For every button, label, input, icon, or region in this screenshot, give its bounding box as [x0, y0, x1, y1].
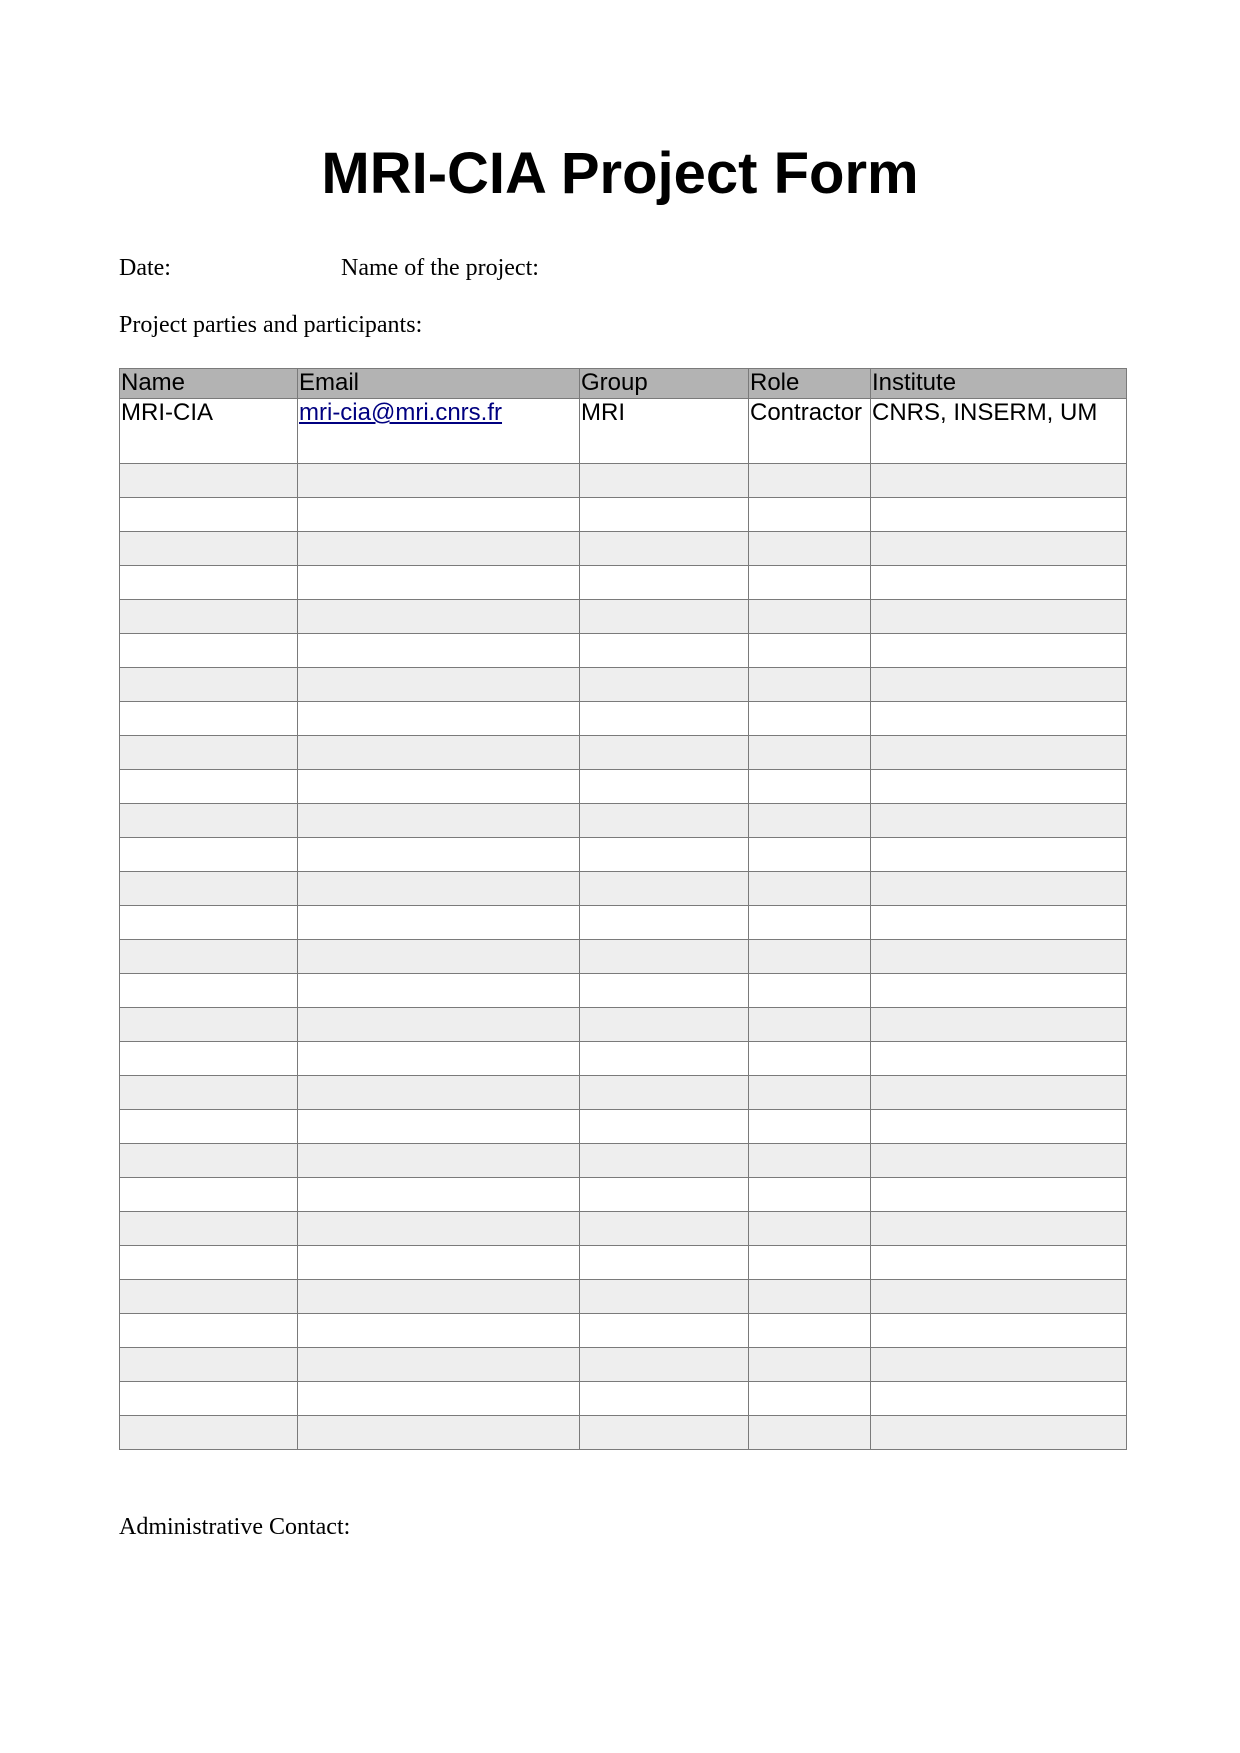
page-title: MRI-CIA Project Form — [321, 141, 919, 206]
cell-group[interactable] — [580, 1280, 749, 1314]
table-row-empty — [120, 1178, 1127, 1212]
cell-email[interactable] — [298, 464, 580, 498]
cell-role[interactable] — [749, 1416, 871, 1450]
cell-email[interactable] — [298, 1144, 580, 1178]
table-row-empty — [120, 1348, 1127, 1382]
cell-role[interactable] — [749, 1212, 871, 1246]
cell-role[interactable] — [749, 1382, 871, 1416]
cell-group[interactable] — [580, 1212, 749, 1246]
participants-table — [119, 368, 1127, 1450]
cell-institute[interactable] — [871, 940, 1127, 974]
cell-group[interactable] — [580, 1314, 749, 1348]
cell-role[interactable] — [749, 600, 871, 634]
cell-role[interactable] — [749, 940, 871, 974]
cell-email[interactable] — [298, 566, 580, 600]
cell-institute[interactable] — [871, 464, 1127, 498]
table-row-empty — [120, 464, 1127, 498]
cell-email[interactable] — [298, 1212, 580, 1246]
cell-name[interactable] — [120, 838, 298, 872]
cell-group[interactable] — [580, 940, 749, 974]
date-label: Date: — [119, 255, 171, 281]
table-header-row — [120, 369, 1127, 399]
cell-name[interactable] — [120, 1314, 298, 1348]
cell-email[interactable] — [298, 532, 580, 566]
cell-role[interactable]: Contractor — [749, 399, 871, 464]
cell-email[interactable] — [298, 1076, 580, 1110]
cell-email[interactable] — [298, 1280, 580, 1314]
cell-name[interactable] — [120, 974, 298, 1008]
cell-institute[interactable] — [871, 566, 1127, 600]
cell-name[interactable] — [120, 566, 298, 600]
cell-email[interactable] — [298, 872, 580, 906]
cell-role[interactable] — [749, 498, 871, 532]
table-row-empty — [120, 566, 1127, 600]
cell-group[interactable] — [580, 1110, 749, 1144]
cell-institute[interactable] — [871, 1416, 1127, 1450]
cell-group[interactable] — [580, 1042, 749, 1076]
cell-group[interactable] — [580, 498, 749, 532]
cell-name[interactable] — [120, 532, 298, 566]
cell-email[interactable] — [298, 1178, 580, 1212]
table-row-empty — [120, 1212, 1127, 1246]
table-row-empty — [120, 1382, 1127, 1416]
administrative-contact-label: Administrative Contact: — [119, 1514, 351, 1540]
cell-group[interactable] — [580, 838, 749, 872]
cell-role[interactable] — [749, 532, 871, 566]
cell-email[interactable] — [298, 1382, 580, 1416]
cell-name[interactable] — [120, 1042, 298, 1076]
cell-institute[interactable] — [871, 1042, 1127, 1076]
table-row-empty — [120, 906, 1127, 940]
cell-name[interactable] — [120, 702, 298, 736]
cell-name[interactable]: MRI-CIA — [120, 399, 298, 464]
cell-email[interactable] — [298, 1008, 580, 1042]
table-row-empty — [120, 1110, 1127, 1144]
cell-role[interactable] — [749, 906, 871, 940]
cell-institute[interactable] — [871, 668, 1127, 702]
table-row-empty — [120, 634, 1127, 668]
cell-institute[interactable] — [871, 1382, 1127, 1416]
table-row-empty — [120, 702, 1127, 736]
table-row-empty — [120, 940, 1127, 974]
cell-group[interactable] — [580, 634, 749, 668]
cell-institute[interactable] — [871, 1348, 1127, 1382]
cell-email[interactable] — [298, 634, 580, 668]
table-row-empty — [120, 668, 1127, 702]
cell-email[interactable] — [298, 498, 580, 532]
cell-email[interactable] — [298, 838, 580, 872]
cell-role[interactable] — [749, 1280, 871, 1314]
cell-role[interactable] — [749, 838, 871, 872]
cell-role[interactable] — [749, 1144, 871, 1178]
cell-group[interactable] — [580, 668, 749, 702]
cell-institute[interactable] — [871, 974, 1127, 1008]
table-row-empty — [120, 736, 1127, 770]
cell-institute[interactable] — [871, 1110, 1127, 1144]
cell-role[interactable] — [749, 974, 871, 1008]
table-row-empty — [120, 974, 1127, 1008]
cell-group[interactable] — [580, 566, 749, 600]
cell-name[interactable] — [120, 872, 298, 906]
cell-group[interactable] — [580, 1076, 749, 1110]
cell-role[interactable] — [749, 702, 871, 736]
cell-name[interactable] — [120, 736, 298, 770]
cell-name[interactable] — [120, 906, 298, 940]
cell-role[interactable] — [749, 668, 871, 702]
cell-role[interactable] — [749, 736, 871, 770]
cell-institute[interactable] — [871, 1178, 1127, 1212]
cell-group[interactable] — [580, 1416, 749, 1450]
table-row-empty — [120, 1008, 1127, 1042]
table-row-empty — [120, 838, 1127, 872]
cell-institute[interactable] — [871, 1008, 1127, 1042]
cell-institute[interactable] — [871, 1246, 1127, 1280]
cell-group[interactable] — [580, 532, 749, 566]
cell-group[interactable] — [580, 1348, 749, 1382]
cell-email[interactable] — [298, 804, 580, 838]
cell-name[interactable] — [120, 1110, 298, 1144]
table-row-empty — [120, 770, 1127, 804]
cell-institute[interactable] — [871, 600, 1127, 634]
cell-role[interactable] — [749, 1042, 871, 1076]
cell-email[interactable] — [298, 668, 580, 702]
cell-name[interactable] — [120, 1246, 298, 1280]
cell-name[interactable] — [120, 1280, 298, 1314]
cell-name[interactable] — [120, 1416, 298, 1450]
cell-institute[interactable]: CNRS, INSERM, UM — [871, 399, 1127, 464]
cell-group[interactable]: MRI — [580, 399, 749, 464]
cell-institute[interactable] — [871, 532, 1127, 566]
column-header-name: Name — [120, 369, 298, 399]
cell-email[interactable] — [298, 1416, 580, 1450]
cell-institute[interactable] — [871, 770, 1127, 804]
cell-role[interactable] — [749, 872, 871, 906]
cell-name[interactable] — [120, 1144, 298, 1178]
cell-group[interactable] — [580, 770, 749, 804]
table-row-empty — [120, 1144, 1127, 1178]
cell-role[interactable] — [749, 1008, 871, 1042]
cell-email[interactable] — [298, 940, 580, 974]
cell-name[interactable] — [120, 1076, 298, 1110]
cell-institute[interactable] — [871, 872, 1127, 906]
column-header-group: Group — [580, 369, 749, 399]
participants-label: Project parties and participants: — [119, 312, 423, 338]
cell-email[interactable] — [298, 399, 580, 464]
cell-name[interactable] — [120, 464, 298, 498]
cell-name[interactable] — [120, 634, 298, 668]
cell-institute[interactable] — [871, 1144, 1127, 1178]
cell-email[interactable] — [298, 1246, 580, 1280]
cell-group[interactable] — [580, 906, 749, 940]
table-row-empty — [120, 1314, 1127, 1348]
cell-name[interactable] — [120, 804, 298, 838]
cell-role[interactable] — [749, 634, 871, 668]
table-row-empty — [120, 532, 1127, 566]
cell-email[interactable] — [298, 1348, 580, 1382]
cell-role[interactable] — [749, 1246, 871, 1280]
cell-institute[interactable] — [871, 702, 1127, 736]
table-row-empty — [120, 498, 1127, 532]
cell-role[interactable] — [749, 566, 871, 600]
cell-group[interactable] — [580, 1246, 749, 1280]
table-row-empty — [120, 872, 1127, 906]
cell-group[interactable] — [580, 1144, 749, 1178]
column-header-email: Email — [298, 369, 580, 399]
cell-group[interactable] — [580, 702, 749, 736]
cell-role[interactable] — [749, 1110, 871, 1144]
cell-institute[interactable] — [871, 1212, 1127, 1246]
cell-email[interactable] — [298, 702, 580, 736]
cell-group[interactable] — [580, 1008, 749, 1042]
cell-name[interactable] — [120, 600, 298, 634]
column-header-institute: Institute — [871, 369, 1127, 399]
cell-email[interactable] — [298, 736, 580, 770]
cell-institute[interactable] — [871, 1314, 1127, 1348]
cell-name[interactable] — [120, 668, 298, 702]
table-row-empty — [120, 804, 1127, 838]
cell-institute[interactable] — [871, 838, 1127, 872]
table-row-empty — [120, 1246, 1127, 1280]
cell-role[interactable] — [749, 464, 871, 498]
table-row-empty — [120, 600, 1127, 634]
cell-role[interactable] — [749, 804, 871, 838]
cell-institute[interactable] — [871, 1280, 1127, 1314]
cell-name[interactable] — [120, 1008, 298, 1042]
cell-group[interactable] — [580, 804, 749, 838]
table-row — [120, 399, 1127, 464]
cell-institute[interactable] — [871, 804, 1127, 838]
cell-name[interactable] — [120, 1348, 298, 1382]
cell-email[interactable] — [298, 1314, 580, 1348]
cell-email[interactable] — [298, 1042, 580, 1076]
cell-group[interactable] — [580, 1178, 749, 1212]
cell-institute[interactable] — [871, 736, 1127, 770]
cell-name[interactable] — [120, 1178, 298, 1212]
cell-group[interactable] — [580, 974, 749, 1008]
cell-role[interactable] — [749, 1076, 871, 1110]
cell-institute[interactable] — [871, 498, 1127, 532]
cell-name[interactable] — [120, 1382, 298, 1416]
cell-role[interactable] — [749, 1348, 871, 1382]
table-row-empty — [120, 1076, 1127, 1110]
cell-group[interactable] — [580, 600, 749, 634]
cell-role[interactable] — [749, 1314, 871, 1348]
cell-role[interactable] — [749, 770, 871, 804]
cell-name[interactable] — [120, 498, 298, 532]
table-row-empty — [120, 1042, 1127, 1076]
cell-group[interactable] — [580, 464, 749, 498]
cell-institute[interactable] — [871, 1076, 1127, 1110]
cell-name[interactable] — [120, 1212, 298, 1246]
cell-email[interactable] — [298, 600, 580, 634]
email-link[interactable]: mri-cia@mri.cnrs.fr — [299, 399, 503, 426]
cell-name[interactable] — [120, 940, 298, 974]
cell-email[interactable] — [298, 1110, 580, 1144]
cell-group[interactable] — [580, 736, 749, 770]
cell-group[interactable] — [580, 1382, 749, 1416]
table-row-empty — [120, 1416, 1127, 1450]
table-row-empty — [120, 1280, 1127, 1314]
cell-name[interactable] — [120, 770, 298, 804]
cell-email[interactable] — [298, 974, 580, 1008]
cell-email[interactable] — [298, 770, 580, 804]
cell-institute[interactable] — [871, 906, 1127, 940]
cell-institute[interactable] — [871, 634, 1127, 668]
cell-email[interactable] — [298, 906, 580, 940]
cell-role[interactable] — [749, 1178, 871, 1212]
project-name-label: Name of the project: — [341, 255, 539, 281]
column-header-role: Role — [749, 369, 871, 399]
cell-group[interactable] — [580, 872, 749, 906]
